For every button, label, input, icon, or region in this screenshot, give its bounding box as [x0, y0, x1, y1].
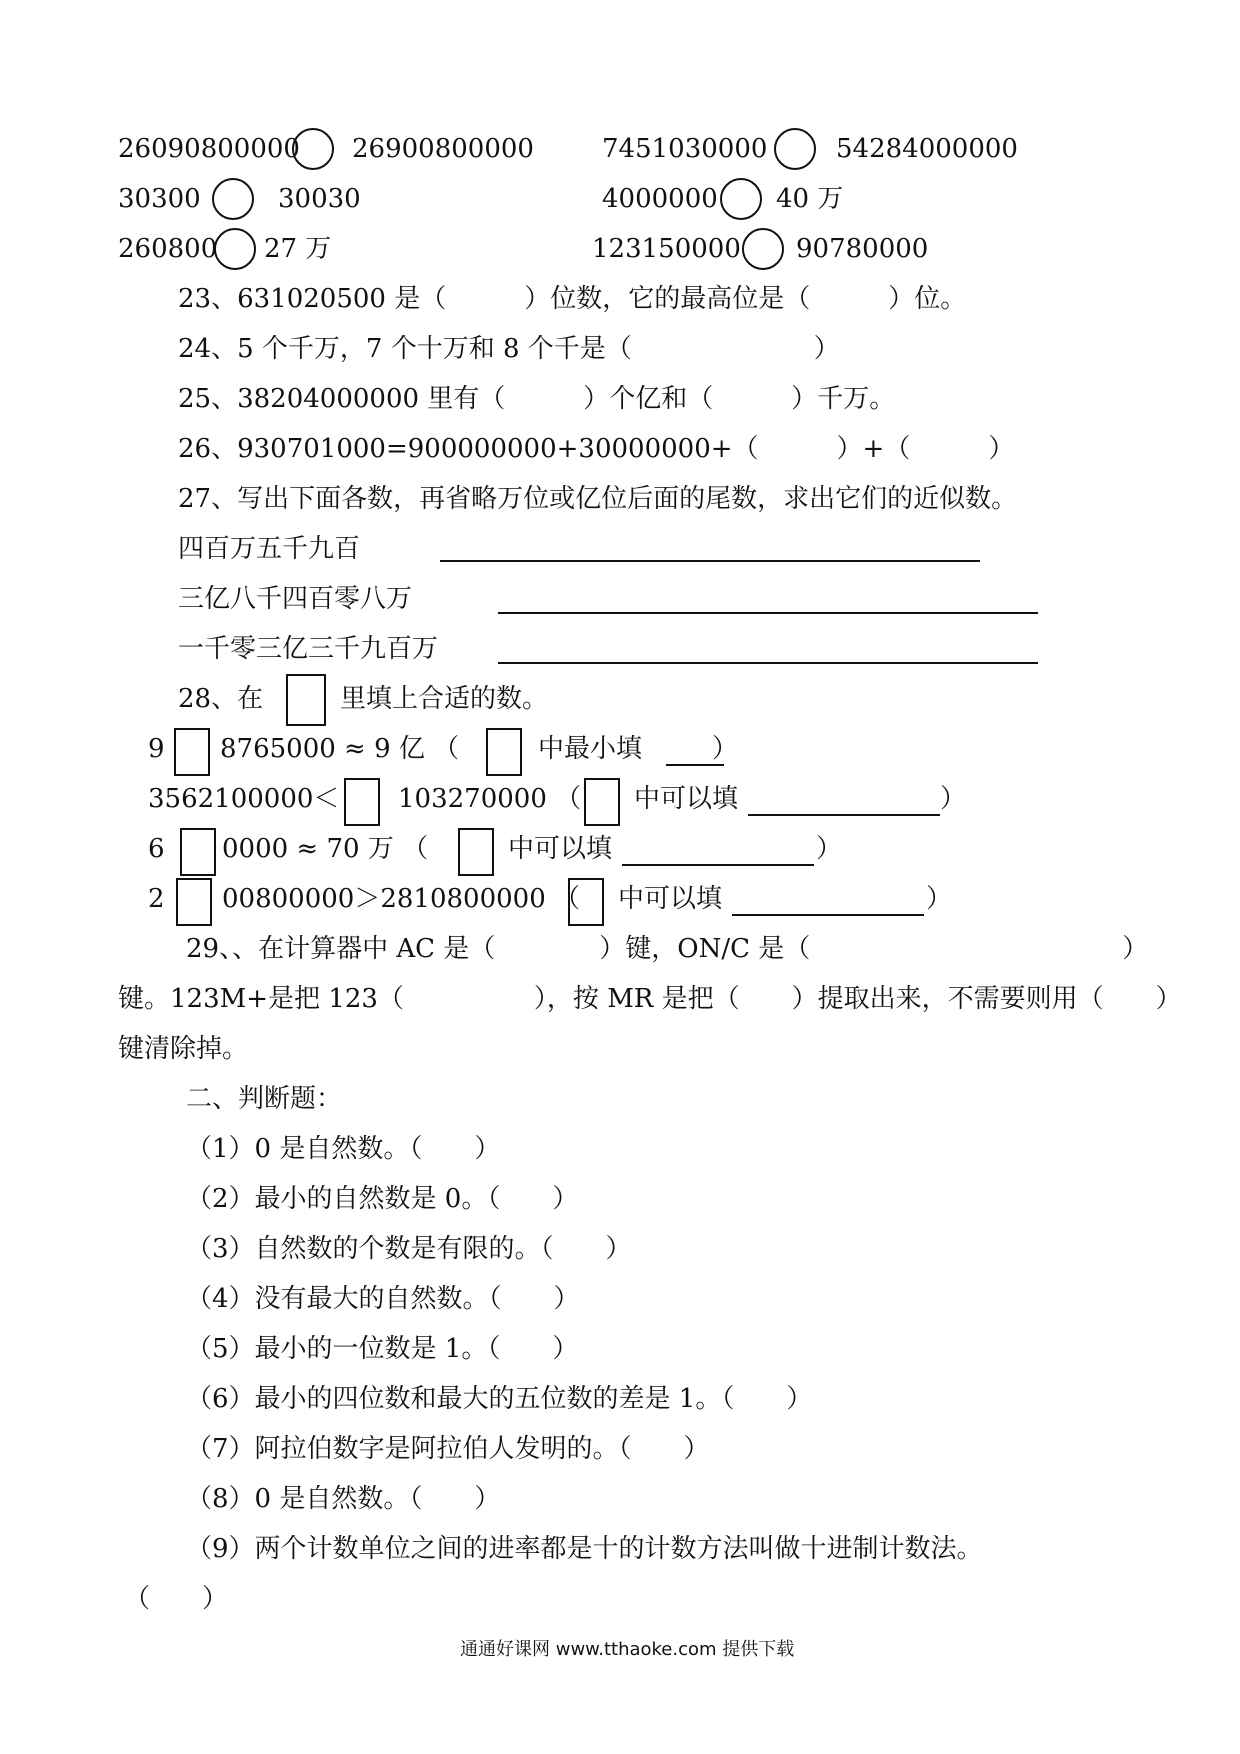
judge-item: （4）没有最大的自然数。（ ） [186, 1284, 580, 1314]
q28-line4-a: 2 [148, 884, 165, 914]
question-28-title-a: 28、在 [178, 684, 264, 714]
q28-line2-c: 中可以填 [634, 784, 739, 814]
judge-item: （9）两个计数单位之间的进率都是十的计数方法叫做十进制计数法。 [186, 1534, 983, 1564]
compare-r3b-right: 90780000 [796, 234, 929, 264]
judge-item: （8）0 是自然数。（ ） [186, 1484, 501, 1514]
compare-r2a-left: 30300 [118, 184, 201, 214]
q28-line1-c: 中最小填 [538, 734, 643, 764]
judge-item-tail: （ ） [124, 1584, 229, 1614]
q28-line1-d: ） [712, 734, 739, 764]
question-27-item: 一千零三亿三千九百万 [178, 634, 439, 664]
answer-line[interactable] [498, 612, 1038, 614]
compare-r2b-left: 4000000 [602, 184, 718, 214]
question-27-title: 27、写出下面各数，再省略万位或亿位后面的尾数，求出它们的近似数。 [178, 484, 1018, 514]
compare-circle[interactable] [774, 128, 816, 170]
section-title: 二、判断题： [186, 1084, 343, 1114]
footer-text: 通通好课网 www.tthaoke.com 提供下载 [460, 1639, 795, 1660]
compare-r1b-left: 7451030000 [602, 134, 768, 164]
compare-circle[interactable] [720, 178, 762, 220]
question-27-item: 四百万五千九百 [178, 534, 361, 564]
question-29-line2: 键。123M+是把 123（ ），按 MR 是把（ ）提取出来，不需要则用（ ） [118, 984, 1182, 1014]
compare-circle[interactable] [214, 228, 256, 270]
q28-line2-b: 103270000 （ [398, 784, 582, 814]
compare-r1b-right: 54284000000 [836, 134, 1018, 164]
fill-box [568, 878, 604, 926]
compare-r1a-left: 26090800000 [118, 134, 300, 164]
fill-box[interactable] [180, 828, 216, 876]
question-29-line3: 键清除掉。 [118, 1034, 249, 1064]
compare-r3b-left: 123150000 [592, 234, 741, 264]
fill-box [486, 728, 522, 776]
fill-box [458, 828, 494, 876]
question-27-item: 三亿八千四百零八万 [178, 584, 413, 614]
q28-line2-d: ） [940, 784, 967, 814]
answer-line[interactable] [440, 560, 980, 562]
question-23: 23、631020500 是（ ）位数，它的最高位是（ ）位。 [178, 284, 967, 314]
answer-line[interactable] [498, 662, 1038, 664]
judge-item: （1）0 是自然数。（ ） [186, 1134, 501, 1164]
question-28-title-b: 里填上合适的数。 [340, 684, 549, 714]
answer-line[interactable] [732, 914, 924, 916]
q28-line4-b: 00800000＞2810800000 （ [222, 884, 581, 914]
judge-item: （7）阿拉伯数字是阿拉伯人发明的。（ ） [186, 1434, 710, 1464]
fill-box[interactable] [344, 778, 380, 826]
q28-line1-b: 8765000 ≈ 9 亿 （ [220, 734, 460, 764]
fill-box[interactable] [174, 728, 210, 776]
compare-r1a-right: 26900800000 [352, 134, 534, 164]
compare-circle[interactable] [292, 128, 334, 170]
q28-line4-d: ） [926, 884, 953, 914]
compare-r3a-left: 260800 [118, 234, 218, 264]
q28-line1-a: 9 [148, 734, 165, 764]
sample-box [286, 674, 326, 726]
compare-r3a-right: 27 万 [264, 234, 332, 264]
question-25: 25、38204000000 里有（ ）个亿和（ ）千万。 [178, 384, 896, 414]
question-26: 26、930701000=900000000+30000000+（ ）+（ ） [178, 434, 1015, 464]
judge-item: （5）最小的一位数是 1。（ ） [186, 1334, 579, 1364]
q28-line3-c: 中可以填 [508, 834, 613, 864]
q28-line3-b: 0000 ≈ 70 万 （ [222, 834, 429, 864]
q28-line3-d: ） [816, 834, 843, 864]
judge-item: （3）自然数的个数是有限的。（ ） [186, 1234, 632, 1264]
compare-circle[interactable] [742, 228, 784, 270]
compare-r2a-right: 30030 [278, 184, 361, 214]
q28-line3-a: 6 [148, 834, 165, 864]
question-29-line1: 29、、在计算器中 AC 是（ ）键，ON/C 是（ ） [186, 934, 1149, 964]
compare-circle[interactable] [212, 178, 254, 220]
answer-line[interactable] [622, 864, 814, 866]
q28-line2-a: 3562100000＜ [148, 784, 340, 814]
fill-box [584, 778, 620, 826]
judge-item: （6）最小的四位数和最大的五位数的差是 1。（ ） [186, 1384, 813, 1414]
q28-line4-c: 中可以填 [618, 884, 723, 914]
fill-box[interactable] [176, 878, 212, 926]
question-24: 24、5 个千万，7 个十万和 8 个千是（ ） [178, 334, 840, 364]
compare-r2b-right: 40 万 [776, 184, 844, 214]
judge-item: （2）最小的自然数是 0。（ ） [186, 1184, 579, 1214]
answer-line[interactable] [748, 814, 940, 816]
